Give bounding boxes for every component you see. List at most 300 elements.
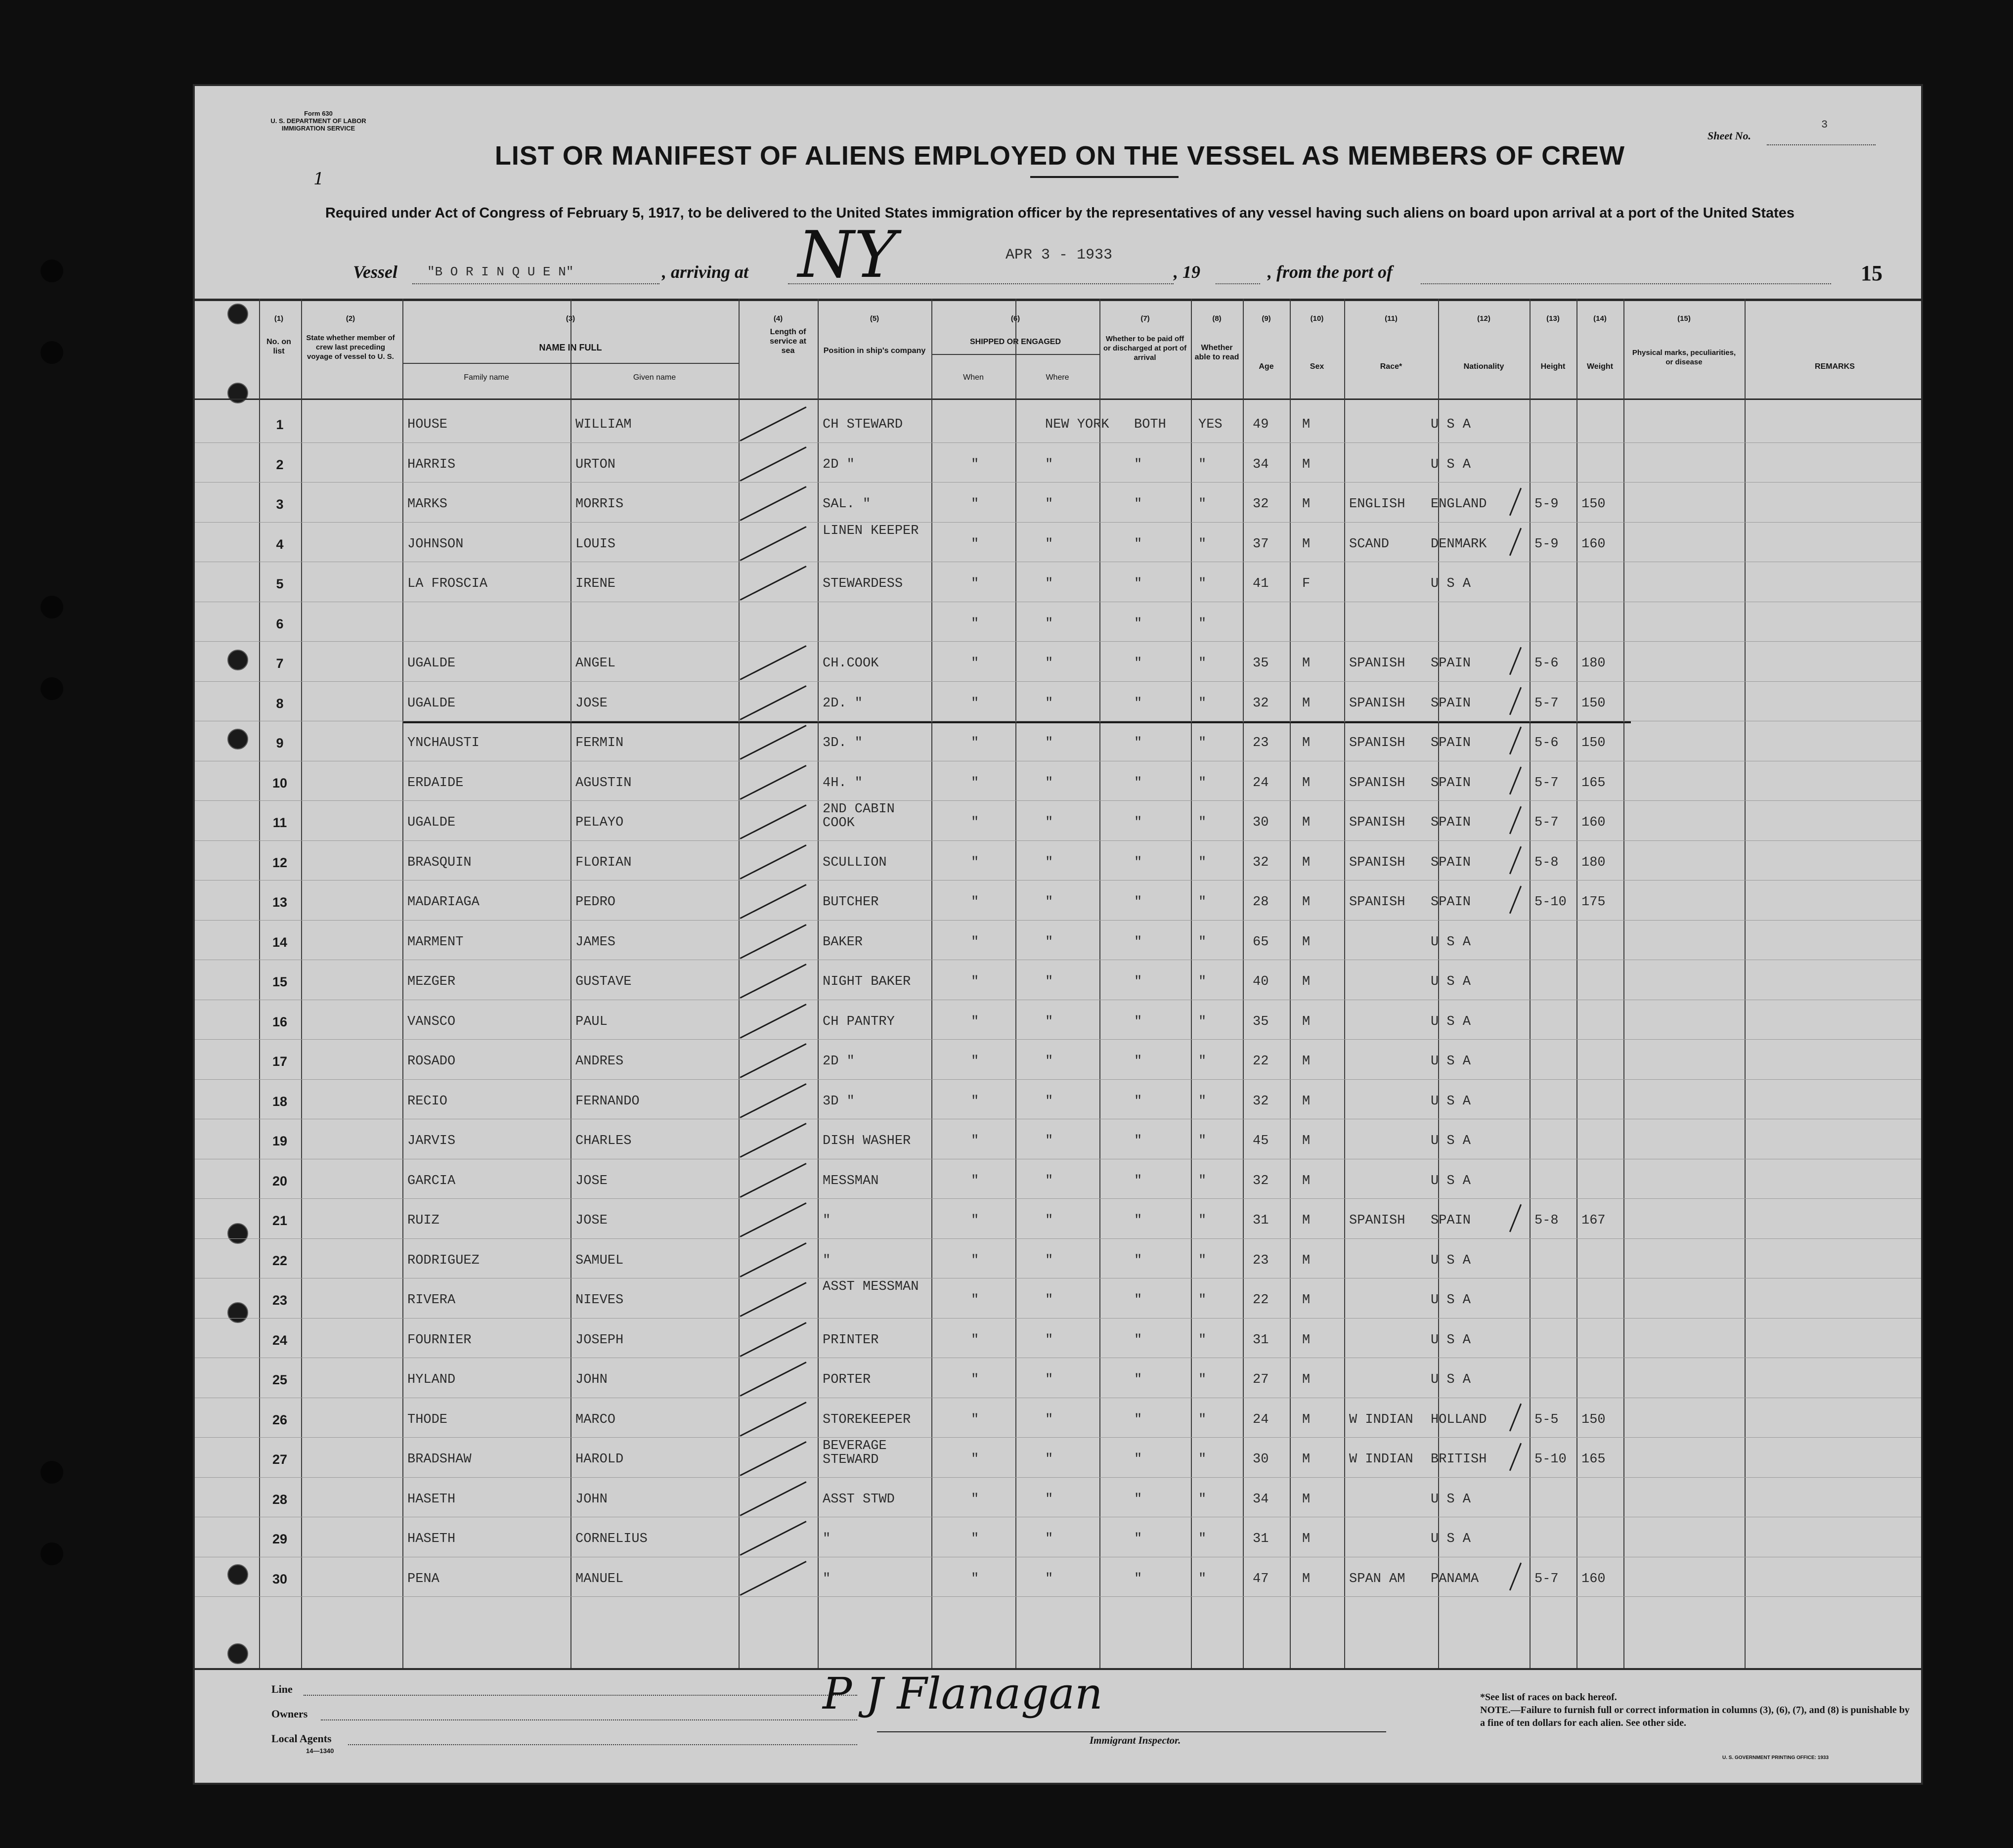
strike-through-line bbox=[402, 721, 1631, 723]
nationality-cell: U S A bbox=[1431, 1054, 1471, 1069]
nationality-check-mark bbox=[1509, 1443, 1522, 1471]
paid-off-cell: " bbox=[1134, 656, 1142, 671]
length-of-service-check-mark bbox=[740, 1481, 806, 1516]
inspector-signature: P J Flanagan bbox=[823, 1668, 1103, 1719]
col-header-age: Age bbox=[1259, 362, 1274, 371]
given-name-cell: JOHN bbox=[575, 1372, 608, 1387]
able-to-read-cell: " bbox=[1198, 1213, 1207, 1228]
family-name-cell: RIVERA bbox=[407, 1293, 456, 1308]
position-cell: 2D " bbox=[823, 457, 855, 472]
table-row bbox=[195, 442, 1923, 482]
printer-credit: U. S. GOVERNMENT PRINTING OFFICE: 1933 bbox=[1722, 1755, 1829, 1760]
age-cell: 23 bbox=[1253, 1253, 1269, 1268]
age-cell: 24 bbox=[1253, 1412, 1269, 1427]
shipped-when-cell: " bbox=[971, 1372, 979, 1387]
col-header-height: Height bbox=[1540, 362, 1566, 371]
length-of-service-check-mark bbox=[740, 1441, 806, 1476]
family-name-cell: FOURNIER bbox=[407, 1332, 472, 1348]
height-cell: 5-9 bbox=[1534, 497, 1559, 512]
able-to-read-cell: YES bbox=[1198, 417, 1223, 432]
page-title: LIST OR MANIFEST OF ALIENS EMPLOYED ON THE VESSEL AS MEMBERS OF CREW bbox=[494, 141, 1625, 171]
family-name-cell: MARMENT bbox=[407, 934, 464, 950]
row-number: 23 bbox=[272, 1293, 288, 1308]
row-number: 19 bbox=[272, 1134, 288, 1148]
nationality-cell: SPAIN bbox=[1431, 656, 1471, 671]
nationality-cell: U S A bbox=[1431, 1094, 1471, 1109]
position-cell: PORTER bbox=[823, 1372, 871, 1387]
tick-mark: 1 bbox=[313, 169, 324, 189]
age-cell: 65 bbox=[1253, 934, 1269, 950]
shipped-where-cell: " bbox=[1045, 736, 1053, 750]
age-cell: 22 bbox=[1253, 1054, 1269, 1069]
form-code: 14—1340 bbox=[306, 1747, 334, 1755]
weight-cell: 180 bbox=[1581, 855, 1606, 870]
column-rule bbox=[1099, 299, 1100, 1668]
height-cell: 5-8 bbox=[1534, 1213, 1559, 1228]
sheet-label: Sheet No. bbox=[1707, 130, 1751, 142]
position-cell: ASST MESSMAN bbox=[823, 1279, 919, 1294]
paid-off-cell: " bbox=[1134, 855, 1142, 870]
col-header-when: When bbox=[963, 373, 984, 382]
races-note: *See list of races on back hereof. bbox=[1480, 1692, 1617, 1703]
family-name-cell: YNCHAUSTI bbox=[407, 736, 480, 750]
shipped-when-cell: " bbox=[971, 457, 979, 472]
age-cell: 23 bbox=[1253, 736, 1269, 750]
age-cell: 30 bbox=[1253, 1452, 1269, 1467]
length-of-service-check-mark bbox=[740, 765, 806, 800]
nationality-cell: U S A bbox=[1431, 1014, 1471, 1029]
binder-hole bbox=[41, 596, 63, 618]
shipped-where-cell: " bbox=[1045, 1571, 1053, 1586]
shipped-where-cell: " bbox=[1045, 1452, 1053, 1467]
shipped-when-cell: " bbox=[971, 1332, 979, 1348]
form-number: Form 630 bbox=[304, 110, 333, 117]
able-to-read-cell: " bbox=[1198, 775, 1207, 791]
sex-cell: M bbox=[1302, 1332, 1311, 1348]
age-cell: 31 bbox=[1253, 1213, 1269, 1228]
sex-cell: M bbox=[1302, 1293, 1311, 1308]
arriving-port: NY bbox=[798, 217, 897, 292]
family-name-cell: JARVIS bbox=[407, 1134, 456, 1148]
nationality-check-mark bbox=[1509, 727, 1522, 755]
weight-cell: 150 bbox=[1581, 696, 1606, 711]
table-row bbox=[195, 920, 1923, 960]
paid-off-cell: " bbox=[1134, 536, 1142, 552]
nationality-cell: SPAIN bbox=[1431, 736, 1471, 750]
sex-cell: M bbox=[1302, 1014, 1311, 1029]
position-cell: STEWARDESS bbox=[823, 576, 903, 591]
shipped-where-cell: " bbox=[1045, 1213, 1053, 1228]
row-number: 27 bbox=[272, 1452, 288, 1467]
col-header-nationality: Nationality bbox=[1463, 362, 1504, 371]
able-to-read-cell: " bbox=[1198, 736, 1207, 750]
sex-cell: M bbox=[1302, 1492, 1311, 1507]
table-row bbox=[195, 761, 1923, 800]
weight-cell: 150 bbox=[1581, 736, 1606, 750]
family-name-cell: RUIZ bbox=[407, 1213, 439, 1228]
weight-cell: 160 bbox=[1581, 815, 1606, 830]
row-rule bbox=[195, 1198, 1923, 1199]
nationality-cell: U S A bbox=[1431, 934, 1471, 950]
length-of-service-check-mark bbox=[740, 1202, 806, 1237]
arriving-label: , arriving at bbox=[662, 262, 749, 282]
length-of-service-check-mark bbox=[740, 1282, 806, 1317]
table-row bbox=[195, 960, 1923, 999]
row-number: 10 bbox=[272, 775, 288, 791]
paid-off-cell: " bbox=[1134, 1293, 1142, 1308]
position-cell: 4H. " bbox=[823, 775, 863, 791]
col-num-3: (3) bbox=[566, 314, 575, 323]
family-name-cell: UGALDE bbox=[407, 656, 456, 671]
position-cell: BEVERAGE STEWARD bbox=[823, 1439, 887, 1467]
col-header-sex: Sex bbox=[1310, 362, 1324, 371]
row-rule bbox=[195, 920, 1923, 921]
sex-cell: M bbox=[1302, 895, 1311, 910]
shipped-when-cell: " bbox=[971, 815, 979, 830]
title-underline bbox=[1030, 176, 1179, 178]
given-name-cell: NIEVES bbox=[575, 1293, 624, 1308]
family-name-cell: THODE bbox=[407, 1412, 448, 1427]
weight-cell: 165 bbox=[1581, 775, 1606, 791]
paid-off-cell: " bbox=[1134, 1094, 1142, 1109]
length-of-service-check-mark bbox=[740, 884, 806, 919]
position-cell: 2ND CABIN COOK bbox=[823, 802, 895, 831]
paid-off-cell: " bbox=[1134, 1372, 1142, 1387]
given-name-cell: MARCO bbox=[575, 1412, 616, 1427]
column-rule bbox=[1191, 299, 1192, 1668]
table-row bbox=[195, 482, 1923, 522]
paid-off-cell: " bbox=[1134, 736, 1142, 750]
length-of-service-check-mark bbox=[740, 566, 806, 601]
nationality-check-mark bbox=[1509, 1562, 1522, 1590]
length-of-service-check-mark bbox=[740, 844, 806, 880]
paid-off-cell: " bbox=[1134, 616, 1142, 631]
col-num-1: (1) bbox=[274, 314, 284, 323]
shipped-when-cell: " bbox=[971, 1571, 979, 1586]
position-cell: MESSMAN bbox=[823, 1173, 879, 1188]
given-name-cell: FERMIN bbox=[575, 736, 624, 750]
nationality-cell: U S A bbox=[1431, 417, 1471, 432]
column-rule bbox=[1243, 299, 1244, 1668]
family-name-cell: PENA bbox=[407, 1571, 439, 1586]
race-cell: SPANISH bbox=[1349, 656, 1405, 671]
given-name-cell: MORRIS bbox=[575, 497, 624, 512]
col-header-name-in-full: NAME IN FULL bbox=[539, 343, 602, 352]
column-rule bbox=[301, 299, 302, 1668]
nationality-cell: U S A bbox=[1431, 1134, 1471, 1148]
col-header-length-of-service: Length of service at sea bbox=[770, 328, 806, 355]
length-of-service-check-mark bbox=[740, 1402, 806, 1437]
position-cell: " bbox=[823, 1571, 831, 1586]
height-cell: 5-6 bbox=[1534, 656, 1559, 671]
shipped-where-cell: " bbox=[1045, 1173, 1053, 1188]
position-cell: 2D. " bbox=[823, 696, 863, 711]
family-name-cell: ROSADO bbox=[407, 1054, 456, 1069]
owners-label: Owners bbox=[271, 1708, 308, 1720]
length-of-service-check-mark bbox=[740, 1561, 806, 1596]
able-to-read-cell: " bbox=[1198, 1253, 1207, 1268]
length-of-service-check-mark bbox=[740, 1163, 806, 1198]
position-cell: SAL. " bbox=[823, 497, 871, 512]
race-cell: SPANISH bbox=[1349, 775, 1405, 791]
row-number: 20 bbox=[272, 1173, 288, 1188]
shipped-when-cell: " bbox=[971, 696, 979, 711]
length-of-service-check-mark bbox=[740, 526, 806, 561]
column-rule bbox=[739, 299, 740, 1668]
sex-cell: M bbox=[1302, 1134, 1311, 1148]
position-cell: " bbox=[823, 1213, 831, 1228]
row-number: 11 bbox=[272, 815, 287, 830]
col-header-physical-marks: Physical marks, peculiarities, or disease bbox=[1632, 349, 1736, 366]
position-cell: ASST STWD bbox=[823, 1492, 895, 1507]
age-cell: 35 bbox=[1253, 656, 1269, 671]
sex-cell: M bbox=[1302, 1094, 1311, 1109]
col-num-6: (6) bbox=[1010, 314, 1020, 323]
col-header-no-on-list: No. on list bbox=[266, 338, 291, 355]
length-of-service-check-mark bbox=[740, 1123, 806, 1158]
sex-cell: F bbox=[1302, 576, 1311, 591]
sex-cell: M bbox=[1302, 736, 1311, 750]
given-name-cell: MANUEL bbox=[575, 1571, 624, 1586]
shipped-where-cell: " bbox=[1045, 895, 1053, 910]
nationality-cell: SPAIN bbox=[1431, 775, 1471, 791]
row-number: 14 bbox=[272, 934, 288, 950]
paid-off-cell: " bbox=[1134, 1014, 1142, 1029]
shipped-where-cell: " bbox=[1045, 1054, 1053, 1069]
year-label: , 19 bbox=[1174, 262, 1200, 282]
age-cell: 22 bbox=[1253, 1293, 1269, 1308]
shipped-when-cell: " bbox=[971, 536, 979, 552]
table-row bbox=[195, 1557, 1923, 1596]
shipped-where-cell: " bbox=[1045, 1412, 1053, 1427]
height-cell: 5-10 bbox=[1534, 895, 1567, 910]
col-num-4: (4) bbox=[773, 314, 783, 323]
shipped-when-cell: " bbox=[971, 1094, 979, 1109]
paid-off-cell: " bbox=[1134, 1332, 1142, 1348]
row-number: 6 bbox=[276, 616, 284, 631]
able-to-read-cell: " bbox=[1198, 1412, 1207, 1427]
shipped-when-cell: " bbox=[971, 497, 979, 512]
race-cell: W INDIAN bbox=[1349, 1412, 1413, 1427]
col-header-race: Race* bbox=[1380, 362, 1402, 371]
position-cell: PRINTER bbox=[823, 1332, 879, 1348]
nationality-cell: U S A bbox=[1431, 1253, 1471, 1268]
shipped-where-cell: " bbox=[1045, 934, 1053, 950]
length-of-service-check-mark bbox=[740, 446, 806, 482]
sex-cell: M bbox=[1302, 934, 1311, 950]
sex-cell: M bbox=[1302, 1372, 1311, 1387]
nationality-check-mark bbox=[1509, 488, 1522, 516]
given-name-cell: PELAYO bbox=[575, 815, 624, 830]
age-cell: 31 bbox=[1253, 1532, 1269, 1546]
row-number: 28 bbox=[272, 1492, 288, 1507]
shipped-when-cell: " bbox=[971, 1253, 979, 1268]
age-cell: 34 bbox=[1253, 1492, 1269, 1507]
paid-off-cell: " bbox=[1134, 775, 1142, 791]
row-number: 15 bbox=[272, 974, 288, 989]
able-to-read-cell: " bbox=[1198, 934, 1207, 950]
sex-cell: M bbox=[1302, 974, 1311, 989]
race-cell: SPANISH bbox=[1349, 895, 1405, 910]
length-of-service-check-mark bbox=[740, 406, 806, 441]
weight-cell: 160 bbox=[1581, 536, 1606, 552]
nationality-cell: U S A bbox=[1431, 1372, 1471, 1387]
position-cell: BAKER bbox=[823, 934, 863, 950]
age-cell: 27 bbox=[1253, 1372, 1269, 1387]
row-number: 4 bbox=[276, 536, 284, 552]
table-row bbox=[195, 1119, 1923, 1158]
shipped-when-cell: " bbox=[971, 934, 979, 950]
shipped-when-cell: " bbox=[971, 736, 979, 750]
col-num-11: (11) bbox=[1385, 314, 1398, 323]
shipped-when-cell: " bbox=[971, 616, 979, 631]
shipped-where-cell: NEW YORK bbox=[1045, 417, 1109, 432]
nationality-cell: U S A bbox=[1431, 576, 1471, 591]
shipped-when-cell: " bbox=[971, 1014, 979, 1029]
family-name-cell: RECIO bbox=[407, 1094, 448, 1109]
able-to-read-cell: " bbox=[1198, 457, 1207, 472]
row-number: 18 bbox=[272, 1094, 288, 1109]
given-name-cell: FLORIAN bbox=[575, 855, 632, 870]
row-rule bbox=[195, 1238, 1923, 1239]
shipped-when-cell: " bbox=[971, 1173, 979, 1188]
age-cell: 32 bbox=[1253, 1173, 1269, 1188]
able-to-read-cell: " bbox=[1198, 1173, 1207, 1188]
binder-hole bbox=[41, 341, 63, 364]
age-cell: 40 bbox=[1253, 974, 1269, 989]
nationality-check-mark bbox=[1509, 766, 1522, 794]
sheet-value: 3 bbox=[1821, 119, 1828, 131]
able-to-read-cell: " bbox=[1198, 1134, 1207, 1148]
weight-cell: 150 bbox=[1581, 497, 1606, 512]
table-row bbox=[195, 402, 1923, 442]
shipped-when-cell: " bbox=[971, 1134, 979, 1148]
height-cell: 5-10 bbox=[1534, 1452, 1567, 1467]
nationality-cell: HOLLAND bbox=[1431, 1412, 1487, 1427]
able-to-read-cell: " bbox=[1198, 974, 1207, 989]
sex-cell: M bbox=[1302, 1571, 1311, 1586]
paid-off-cell: " bbox=[1134, 1492, 1142, 1507]
column-rule bbox=[1745, 299, 1746, 1668]
sex-cell: M bbox=[1302, 815, 1311, 830]
family-name-cell: HYLAND bbox=[407, 1372, 456, 1387]
nationality-cell: U S A bbox=[1431, 1532, 1471, 1546]
paid-off-cell: " bbox=[1134, 1253, 1142, 1268]
row-number: 30 bbox=[272, 1571, 288, 1586]
table-row bbox=[195, 721, 1923, 760]
shipped-when-cell: " bbox=[971, 1412, 979, 1427]
row-number: 1 bbox=[276, 417, 284, 432]
given-name-cell: GUSTAVE bbox=[575, 974, 632, 989]
column-rule bbox=[1290, 299, 1291, 1668]
height-cell: 5-9 bbox=[1534, 536, 1559, 552]
table-row bbox=[195, 880, 1923, 920]
given-name-cell: WILLIAM bbox=[575, 417, 632, 432]
position-cell: CH.COOK bbox=[823, 656, 879, 671]
nationality-check-mark bbox=[1509, 647, 1522, 675]
column-rule bbox=[1015, 299, 1016, 1668]
table-row bbox=[195, 1358, 1923, 1397]
able-to-read-cell: " bbox=[1198, 656, 1207, 671]
paid-off-cell: " bbox=[1134, 934, 1142, 950]
col-num-9: (9) bbox=[1262, 314, 1271, 323]
height-cell: 5-5 bbox=[1534, 1412, 1559, 1427]
age-cell: 37 bbox=[1253, 536, 1269, 552]
shipped-when-cell: " bbox=[971, 1492, 979, 1507]
shipped-where-cell: " bbox=[1045, 616, 1053, 631]
col-header-remarks: REMARKS bbox=[1815, 362, 1855, 371]
family-name-cell: HASETH bbox=[407, 1492, 456, 1507]
col-num-7: (7) bbox=[1140, 314, 1150, 323]
paid-off-cell: " bbox=[1134, 1452, 1142, 1467]
age-cell: 45 bbox=[1253, 1134, 1269, 1148]
sex-cell: M bbox=[1302, 656, 1311, 671]
able-to-read-cell: " bbox=[1198, 895, 1207, 910]
length-of-service-check-mark bbox=[740, 725, 806, 760]
footer bbox=[195, 1668, 1923, 1785]
age-cell: 24 bbox=[1253, 775, 1269, 791]
age-cell: 47 bbox=[1253, 1571, 1269, 1586]
family-name-cell: HASETH bbox=[407, 1532, 456, 1546]
table-row bbox=[195, 1238, 1923, 1278]
paid-off-cell: " bbox=[1134, 576, 1142, 591]
paid-off-cell: BOTH bbox=[1134, 417, 1166, 432]
vessel-name: "B O R I N Q U E N" bbox=[427, 264, 574, 279]
given-name-cell: AGUSTIN bbox=[575, 775, 632, 791]
shipped-when-cell: " bbox=[971, 775, 979, 791]
position-cell: CH STEWARD bbox=[823, 417, 903, 432]
able-to-read-cell: " bbox=[1198, 815, 1207, 830]
paid-off-cell: " bbox=[1134, 1213, 1142, 1228]
table-row bbox=[195, 1278, 1923, 1318]
column-rule bbox=[1623, 299, 1624, 1668]
able-to-read-cell: " bbox=[1198, 1054, 1207, 1069]
race-cell: SPANISH bbox=[1349, 1213, 1405, 1228]
family-name-cell: UGALDE bbox=[407, 696, 456, 711]
shipped-where-cell: " bbox=[1045, 1253, 1053, 1268]
sex-cell: M bbox=[1302, 775, 1311, 791]
able-to-read-cell: " bbox=[1198, 1571, 1207, 1586]
sex-cell: M bbox=[1302, 1253, 1311, 1268]
nationality-cell: SPAIN bbox=[1431, 1213, 1471, 1228]
age-cell: 49 bbox=[1253, 417, 1269, 432]
table-row bbox=[195, 681, 1923, 721]
position-cell: DISH WASHER bbox=[823, 1134, 911, 1148]
shipped-where-cell: " bbox=[1045, 1532, 1053, 1546]
paid-off-cell: " bbox=[1134, 497, 1142, 512]
nationality-cell: ENGLAND bbox=[1431, 497, 1487, 512]
service-name: IMMIGRATION SERVICE bbox=[281, 125, 355, 132]
table-row bbox=[195, 1477, 1923, 1517]
column-rule bbox=[1576, 299, 1577, 1668]
paid-off-cell: " bbox=[1134, 1532, 1142, 1546]
shipped-where-cell: " bbox=[1045, 1094, 1053, 1109]
given-name-cell: JOSEPH bbox=[575, 1332, 624, 1348]
family-name-cell: MADARIAGA bbox=[407, 895, 480, 910]
row-rule bbox=[195, 840, 1923, 841]
race-cell: W INDIAN bbox=[1349, 1452, 1413, 1467]
row-rule bbox=[195, 800, 1923, 801]
nationality-cell: SPAIN bbox=[1431, 815, 1471, 830]
table-row bbox=[195, 1000, 1923, 1039]
shipped-where-cell: " bbox=[1045, 457, 1053, 472]
row-number: 9 bbox=[276, 736, 284, 750]
row-rule bbox=[195, 442, 1923, 443]
from-port-label: , from the port of bbox=[1268, 262, 1393, 282]
column-rule bbox=[1344, 299, 1345, 1668]
line-label: Line bbox=[271, 1683, 293, 1695]
given-name-cell: JAMES bbox=[575, 934, 616, 950]
